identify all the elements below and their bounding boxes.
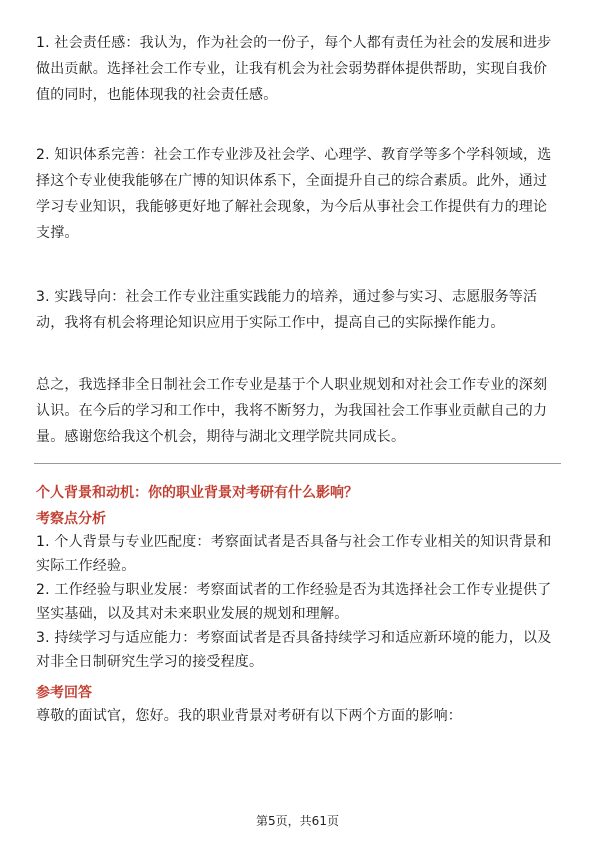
analysis-heading: 考察点分析	[36, 511, 106, 527]
paragraph-conclusion: 总之，我选择非全日制社会工作专业是基于个人职业规划和对社会工作专业的深刻认识。在今后的学习和工作中，我将不断努力，为我国社会工作事业贡献自己的力量。感谢您给我这个机会，期待与湖北文理学院共同成长。	[36, 377, 548, 445]
analysis-item: 3. 持续学习与适应能力：考察面试者是否具备持续学习和适应新环境的能力，以及对非全日制研究生学习的接受程度。	[36, 630, 552, 670]
answer-heading: 参考回答	[36, 685, 92, 701]
analysis-item: 2. 工作经验与职业发展：考察面试者的工作经验是否为其选择社会工作专业提供了坚实基础，以及其对未来职业发展的规划和理解。	[36, 582, 552, 622]
paragraph-social-responsibility: 1. 社会责任感：我认为，作为社会的一份子，每个人都有责任为社会的发展和进步做出贡献。选择社会工作专业，让我有机会为社会弱势群体提供帮助，实现自我价值的同时，也能体现我的社会责任感。	[36, 35, 552, 103]
paragraph-practice-oriented: 3. 实践导向：社会工作专业注重实践能力的培养，通过参与实习、志愿服务等活动，我将有机会将理论知识应用于实际工作中，提高自己的实际操作能力。	[36, 289, 538, 331]
page-number: 第5页，共61页	[256, 814, 339, 828]
section-divider	[34, 463, 561, 464]
answer-body	[36, 30, 560, 450]
paragraph-knowledge-system: 2. 知识体系完善：社会工作专业涉及社会学、心理学、教育学等多个学科领域，选择这个专业使我能够在广博的知识体系下，全面提升自己的综合素质。此外，通过学习专业知识，我能够更好地了解社会现象，为今后从事社会工作提供有力的理论支撑。	[36, 147, 552, 241]
question-section	[36, 482, 560, 728]
analysis-item: 1. 个人背景与专业匹配度：考察面试者是否具备与社会工作专业相关的知识背景和实际工作经验。	[36, 534, 552, 574]
question-title: 个人背景和动机：你的职业背景对考研有什么影响？	[36, 485, 358, 501]
answer-text: 尊敬的面试官，您好。我的职业背景对考研有以下两个方面的影响：	[36, 708, 462, 724]
